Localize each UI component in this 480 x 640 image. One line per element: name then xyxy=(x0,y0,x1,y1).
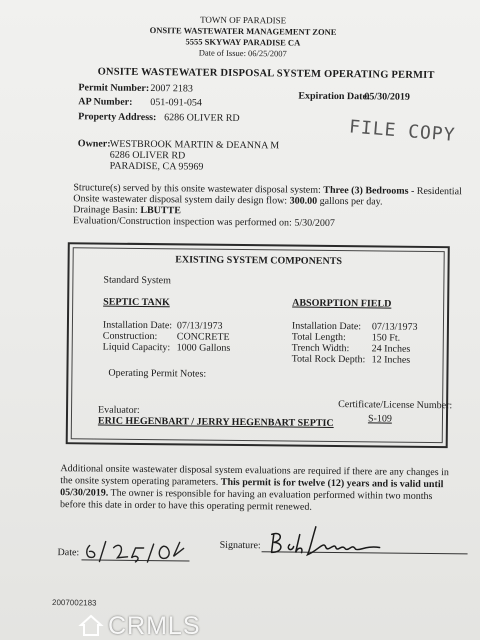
listing-watermark: CRMLS xyxy=(108,612,201,640)
listing-logo-icon xyxy=(78,613,104,639)
permit-number-label: Permit Number: xyxy=(78,82,150,95)
notice-line-2b: This permit is for twelve (12) years and is valid until xyxy=(220,476,444,491)
inspection-line xyxy=(73,215,335,229)
absorption-install-value: 07/13/1973 xyxy=(371,321,418,333)
septic-capacity-value: 1000 Gallons xyxy=(176,342,231,354)
notice-line-3b: The owner is responsible for having an evaluation performed within two months xyxy=(110,487,433,503)
components-title: EXISTING SYSTEM COMPONENTS xyxy=(175,254,343,268)
license-number: S-109 xyxy=(367,413,392,425)
design-flow-suffix: gallons per day. xyxy=(319,195,383,208)
permit-notes-label: Operating Permit Notes: xyxy=(108,367,207,380)
total-length-value: 150 Ft. xyxy=(371,332,401,344)
owner-city: PARADISE, CA 95969 xyxy=(109,160,204,173)
document-code: 2007002183 xyxy=(51,598,97,608)
notice-line-3a: 05/30/2019. xyxy=(60,487,109,499)
septic-construction-value: CONCRETE xyxy=(176,331,230,343)
property-address-label: Property Address: xyxy=(78,111,157,124)
expiration-label: Expiration Date: xyxy=(298,90,371,103)
handwritten-date xyxy=(83,535,193,564)
date-label: Date: xyxy=(57,547,80,559)
inspection-date: 5/30/2007 xyxy=(294,217,335,229)
evaluator-name: ERIC HEGENBART / JERRY HEGENBART SEPTIC xyxy=(97,415,334,429)
system-type: Standard System xyxy=(103,274,171,287)
file-copy-stamp: FILE COPY xyxy=(348,116,457,146)
structure-suffix: - Residential xyxy=(410,185,462,198)
issue-date-value: 06/25/2007 xyxy=(248,48,287,59)
issuer-address: 5555 SKYWAY PARADISE CA xyxy=(185,36,301,48)
septic-tank-heading: SEPTIC TANK xyxy=(103,296,170,309)
issuer-header xyxy=(143,14,343,60)
structure-bedrooms: Three (3) Bedrooms xyxy=(323,184,409,197)
expiration-value: 05/30/2019 xyxy=(364,91,410,103)
absorption-install-label: Installation Date: xyxy=(291,320,362,333)
ap-number-value: 051-091-054 xyxy=(150,97,202,109)
issuer-zone: ONSITE WASTEWATER MANAGEMENT ZONE xyxy=(149,25,337,37)
structure-prefix: Structure(s) served by this onsite wastewater disposal system: xyxy=(73,182,321,196)
handwritten-signature xyxy=(267,520,387,561)
signature-label: Signature: xyxy=(219,539,261,552)
trench-width-label: Trench Width: xyxy=(291,342,350,355)
inspection-text: Evaluation/Construction inspection was performed on: xyxy=(72,215,292,229)
trench-width-value: 24 Inches xyxy=(371,343,411,355)
ap-number-label: AP Number: xyxy=(78,96,133,108)
notice-line-4: before this date in order to have this operating permit renewed. xyxy=(59,499,312,513)
owner-name: WESTBROOK MARTIN & DEANNA M xyxy=(109,138,280,152)
rock-depth-value: 12 Inches xyxy=(371,354,411,366)
absorption-field-heading: ABSORPTION FIELD xyxy=(292,297,392,310)
total-length-label: Total Length: xyxy=(291,331,346,344)
property-address-value: 6286 OLIVER RD xyxy=(164,112,240,124)
drainage-basin-label: Drainage Basin: xyxy=(73,204,138,216)
owner-street: 6286 OLIVER RD xyxy=(109,149,186,162)
owner-label: Owner: xyxy=(77,138,111,150)
permit-number-value: 2007 2183 xyxy=(150,83,193,95)
evaluator-label: Evaluator: xyxy=(97,404,140,416)
license-label: Certificate/License Number: xyxy=(338,399,453,412)
issue-date-label: Date of Issue: xyxy=(198,47,247,59)
issuer-town: TOWN OF PARADISE xyxy=(200,14,287,26)
septic-capacity-label: Liquid Capacity: xyxy=(102,341,171,354)
issue-date-line xyxy=(143,47,343,60)
system-components-box xyxy=(66,242,453,448)
rock-depth-label: Total Rock Depth: xyxy=(291,353,366,366)
septic-install-label: Installation Date: xyxy=(102,319,173,332)
design-flow-prefix: Onsite wastewater disposal system daily design flow: xyxy=(73,193,288,207)
notice-line-2a: the onsite system operating parameters. xyxy=(60,475,219,488)
septic-construction-label: Construction: xyxy=(102,330,158,343)
septic-install-value: 07/13/1973 xyxy=(176,320,223,332)
notice-line-1: Additional onsite wastewater disposal system evaluations are required if there are any changes in xyxy=(60,463,449,479)
drainage-basin-value: LBUTTE xyxy=(140,204,181,217)
design-flow-value: 300.00 xyxy=(289,195,318,207)
permit-title: ONSITE WASTEWATER DISPOSAL SYSTEM OPERATING PERMIT xyxy=(97,66,435,82)
